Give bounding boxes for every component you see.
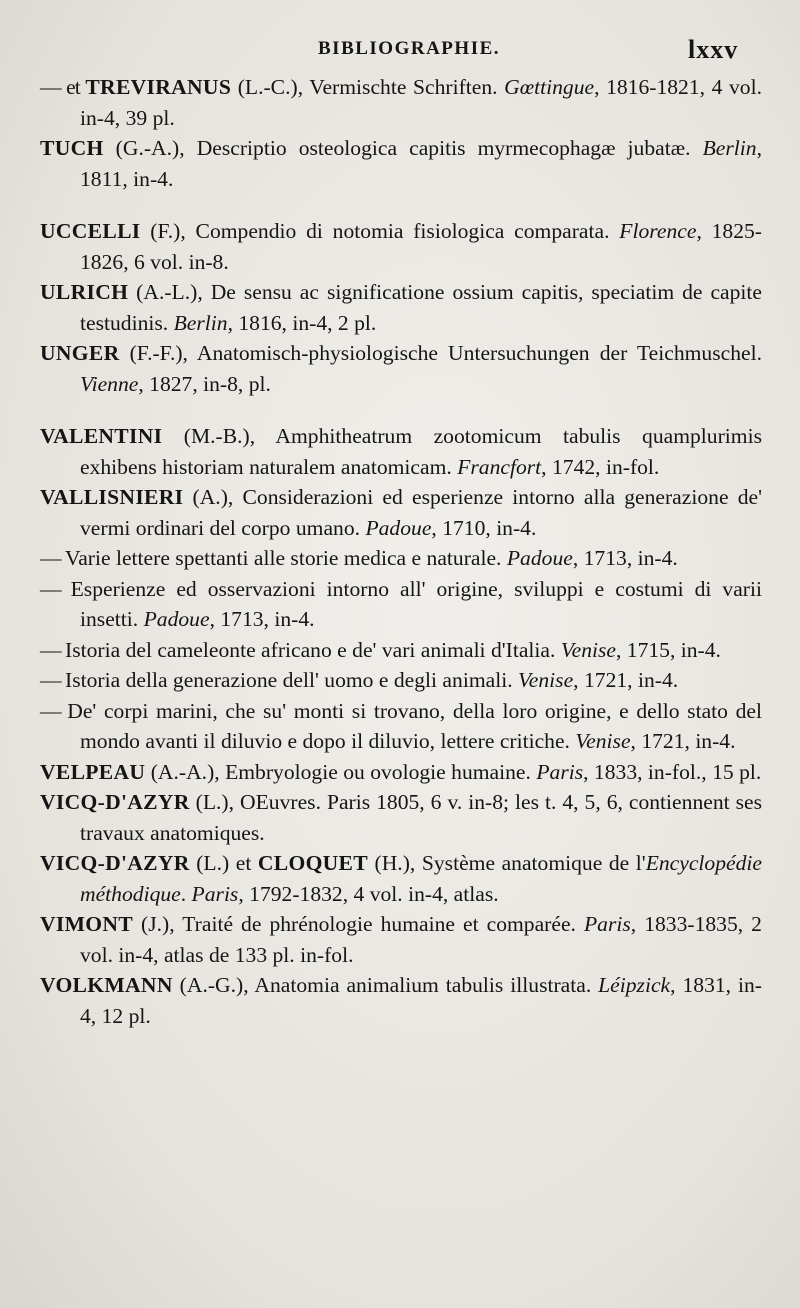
author-name: VALENTINI [40, 424, 163, 448]
publication-place: Berlin [702, 136, 757, 160]
bibliography-entry [40, 574, 762, 635]
author-name: TUCH [40, 136, 104, 160]
author-initials: (A.-L.) [128, 280, 198, 304]
author-initials: (L.) et [189, 851, 258, 875]
publication-place: Gœttingue [504, 75, 595, 99]
bibliography-entry [40, 696, 762, 757]
bibliography-entry [40, 277, 762, 338]
page-number: lxxv [688, 35, 739, 64]
bibliography-entry [40, 482, 762, 543]
entry-title: , Compendio di notomia fisiologica comparata. [180, 219, 620, 243]
entry-prefix: — [40, 546, 65, 570]
entry-title: , Amphitheatrum zootomicum tabulis quamplurimis exhibens historiam naturalem anatomicam. [80, 424, 762, 479]
running-head: BIBLIOGRAPHIE. [318, 38, 501, 59]
publication-place: Padoue [506, 546, 573, 570]
bibliography-entry [40, 787, 762, 848]
entry-prefix: — [40, 698, 68, 723]
publication-place: Padoue [143, 607, 210, 631]
publication-info: , 1816, in-4, 2 pl. [227, 310, 377, 335]
entry-title: , Anatomisch-physiologische Untersuchungen der Teichmuschel. [182, 341, 762, 365]
bibliography-entry [40, 909, 762, 970]
publication-info: , 1825-1826, 6 vol. in-8. [80, 219, 763, 274]
author-initials: (M.-B.) [162, 424, 250, 448]
publication-info: , 1721, in-4. [573, 668, 679, 692]
author-initials: (A.-A.) [145, 759, 215, 784]
entry-title: , Système anatomique de l' [409, 851, 646, 875]
entry-title: , Vermischte Schriften. [297, 75, 505, 99]
entry-title: Istoria del cameleonte africano e de' vari animali d'Italia. [65, 637, 561, 662]
publication-place: Venise [560, 637, 616, 662]
bibliography-entry [40, 72, 762, 133]
entry-title: Istoria della generazione dell' uomo e degli animali. [65, 668, 518, 692]
entry-title-after: . [180, 881, 192, 906]
bibliography-entry [40, 543, 762, 574]
publication-info: , 1816-1821, 4 vol. in-4, 39 pl. [80, 75, 762, 130]
publication-info: , 1831, in-4, 12 pl. [80, 973, 762, 1028]
entry-title: , Embryologie ou ovologie humaine. [214, 759, 537, 784]
entry-title: , Descriptio osteologica capitis myrmecophagæ jubatæ. [179, 136, 703, 160]
bibliography-entry [40, 338, 762, 399]
bibliography-list [40, 72, 762, 1031]
author-initials: (F.) [140, 219, 181, 243]
author-name: TREVIRANUS [85, 75, 232, 99]
coauthor-initials: (H.) [367, 851, 410, 875]
entry-title: , OEuvres. Paris 1805, 6 v. in-8; les t. 4, 5, 6, contiennent ses travaux anatomiques. [80, 790, 762, 845]
bibliography-entry [40, 216, 762, 277]
entry-prefix: — [40, 637, 65, 662]
publication-place: Venise [575, 729, 631, 753]
author-name: VOLKMANN [40, 973, 173, 997]
entry-title: , Traité de phrénologie humaine et comparée. [169, 912, 584, 936]
author-initials: (L.-C.) [231, 75, 298, 99]
publication-info: , 1792-1832, 4 vol. in-4, atlas. [238, 881, 499, 906]
publication-place: Florence [619, 219, 697, 243]
page-header [0, 35, 800, 70]
publication-info: , 1827, in-8, pl. [138, 371, 271, 396]
bibliography-entry [40, 635, 762, 666]
publication-place: Léipzick [598, 973, 671, 997]
entry-title: De' corpi marini, che su' monti si trovano, della loro origine, e dello stato del mondo avanti il diluvio e dopo il diluvio, lettere critiche. [67, 698, 762, 753]
entry-title: , De sensu ac significatione ossium capitis, speciatim de capite testudinis. [80, 280, 762, 335]
bibliography-entry [40, 665, 762, 696]
author-name: UNGER [40, 341, 120, 365]
author-initials: (J.) [132, 912, 170, 936]
publication-info: , 1811, in-4. [80, 136, 762, 191]
entry-title: Esperienze ed osservazioni intorno all' origine, sviluppi e costumi di varii insetti. [70, 576, 762, 631]
entry-title: Varie lettere spettanti alle storie medica e naturale. [65, 546, 507, 570]
entry-title: , Anatomia animalium tabulis illustrata. [243, 973, 599, 997]
coauthor-name: CLOQUET [257, 851, 368, 875]
author-name: VELPEAU [40, 759, 146, 784]
publication-place: Venise [518, 668, 574, 692]
entry-title-italic: Encyclopédie méthodique [80, 851, 762, 906]
author-name: VIMONT [40, 912, 133, 936]
section-gap [40, 194, 762, 216]
author-initials: (F.-F.) [119, 341, 183, 365]
publication-info: , 1742, in-fol. [541, 454, 660, 479]
publication-info: , 1721, in-4. [630, 729, 736, 753]
author-name: UCCELLI [40, 219, 141, 243]
author-initials: (A.-G.) [172, 973, 244, 997]
bibliography-entry [40, 848, 762, 909]
publication-info: , 1833, in-fol., 15 pl. [583, 759, 762, 784]
publication-info: , 1833-1835, 2 vol. in-4, atlas de 133 pl. in-fol. [80, 912, 762, 967]
publication-place: Padoue [365, 515, 432, 540]
entry-prefix: — [40, 668, 65, 692]
bibliography-entry [40, 421, 762, 482]
author-initials: (G.-A.) [103, 136, 180, 160]
author-initials: (L.) [189, 790, 229, 814]
author-name: VICQ-D'AZYR [40, 851, 190, 875]
publication-place: Paris [583, 912, 631, 936]
publication-place: Paris [191, 881, 239, 906]
author-initials: (A.) [183, 485, 228, 509]
author-name: VICQ-D'AZYR [40, 790, 190, 814]
publication-place: Francfort [457, 454, 542, 479]
publication-place: Paris [536, 759, 584, 784]
publication-info: , 1715, in-4. [615, 637, 721, 662]
bibliography-entry [40, 757, 762, 788]
author-name: ULRICH [40, 280, 129, 304]
author-name: VALLISNIERI [40, 485, 184, 509]
bibliography-entry [40, 970, 762, 1031]
publication-info: , 1713, in-4. [572, 546, 678, 570]
section-gap [40, 399, 762, 421]
publication-info: , 1710, in-4. [431, 515, 537, 540]
entry-title: , Considerazioni ed esperienze intorno alla generazione de' vermi ordinari del corpo umano. [80, 485, 762, 540]
bibliography-entry [40, 133, 762, 194]
publication-info: , 1713, in-4. [209, 607, 315, 631]
entry-prefix: — [40, 576, 71, 601]
publication-place: Vienne [80, 371, 139, 396]
entry-prefix: — et [40, 75, 86, 99]
publication-place: Berlin [173, 310, 228, 335]
